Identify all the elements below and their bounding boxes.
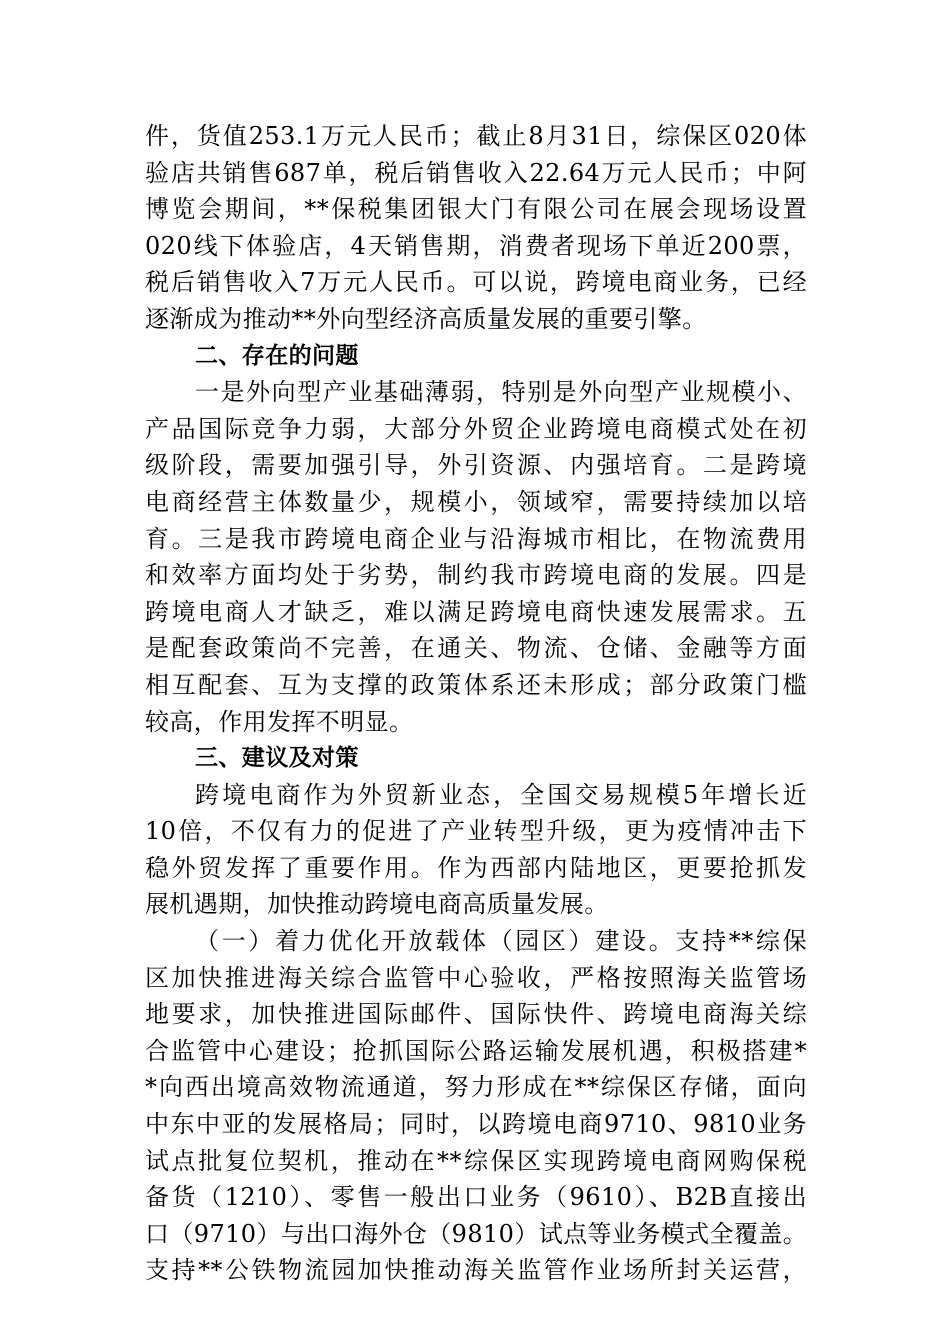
text-line: 备货（1210）、零售一般出口业务（9610）、B2B直接出: [145, 1183, 807, 1212]
text-line: 区加快推进海关综合监管中心验收，严格按照海关监管场: [145, 963, 807, 992]
text-line: 跨境电商作为外贸新业态，全国交易规模5年增长近: [195, 780, 807, 809]
text-line: 是配套政策尚不完善，在通关、物流、仓储、金融等方面: [145, 634, 807, 663]
text-line: 逐渐成为推动**外向型经济高质量发展的重要引擎。: [145, 304, 707, 333]
section-heading-suggestions: 三、建议及对策: [195, 745, 359, 772]
paragraph-suggestions-intro: [145, 777, 807, 923]
text-line: 展机遇期，加快推动跨境电商高质量发展。: [145, 890, 609, 919]
text-line: 和效率方面均处于劣势，制约我市跨境电商的发展。四是: [145, 561, 807, 590]
text-line: 一是外向型产业基础薄弱，特别是外向型产业规模小、: [195, 378, 807, 407]
paragraph-measure-one: [145, 923, 807, 1289]
text-line: 口（9710）与出口海外仓（9810）试点等业务模式全覆盖。: [145, 1219, 808, 1248]
text-line: 税后销售收入7万元人民币。可以说，跨境电商业务，已经: [145, 268, 807, 297]
text-line: 跨境电商人才缺乏，难以满足跨境电商快速发展需求。五: [145, 597, 807, 626]
document-page: [145, 118, 807, 1289]
text-line: 合监管中心建设；抢抓国际公路运输发展机遇，积极搭建*: [145, 1036, 807, 1065]
text-line: 020线下体验店，4天销售期，消费者现场下单近200票，: [145, 231, 807, 260]
text-line: 10倍，不仅有力的促进了产业转型升级，更为疫情冲击下: [145, 817, 807, 846]
paragraph-problems: [145, 374, 807, 740]
text-line: 电商经营主体数量少，规模小，领域窄，需要持续加以培: [145, 487, 807, 516]
text-line: 育。三是我市跨境电商企业与沿海城市相比，在物流费用: [145, 524, 807, 553]
text-line: *向西出境高效物流通道，努力形成在**综保区存储，面向: [145, 1073, 807, 1102]
text-line: 中东中亚的发展格局；同时，以跨境电商9710、9810业务: [145, 1110, 807, 1139]
text-line: 支持**公铁物流园加快推动海关监管作业场所封关运营，: [145, 1256, 807, 1285]
text-line: 级阶段，需要加强引导，外引资源、内强培育。二是跨境: [145, 451, 807, 480]
text-line: 验店共销售687单，税后销售收入22.64万元人民币；中阿: [145, 158, 807, 187]
text-line: 件，货值253.1万元人民币；截止8月31日，综保区020体: [145, 122, 807, 150]
text-line: 博览会期间，**保税集团银大门有限公司在展会现场设置: [145, 195, 807, 224]
text-line: 较高，作用发挥不明显。: [145, 707, 414, 736]
text-line: 地要求，加快推进国际邮件、国际快件、跨境电商海关综: [145, 1000, 807, 1029]
text-line: 产品国际竞争力弱，大部分外贸企业跨境电商模式处在初: [145, 414, 807, 443]
paragraph-sales-summary: [145, 118, 807, 338]
text-line: 稳外贸发挥了重要作用。作为西部内陆地区，更要抢抓发: [145, 853, 807, 882]
text-line: （一）着力优化开放载体（园区）建设。支持**综保: [195, 927, 807, 956]
text-line: 相互配套、互为支撑的政策体系还未形成；部分政策门槛: [145, 670, 807, 699]
text-line: 试点批复位契机，推动在**综保区实现跨境电商网购保税: [145, 1146, 807, 1175]
section-heading-problems: 二、存在的问题: [195, 342, 359, 369]
